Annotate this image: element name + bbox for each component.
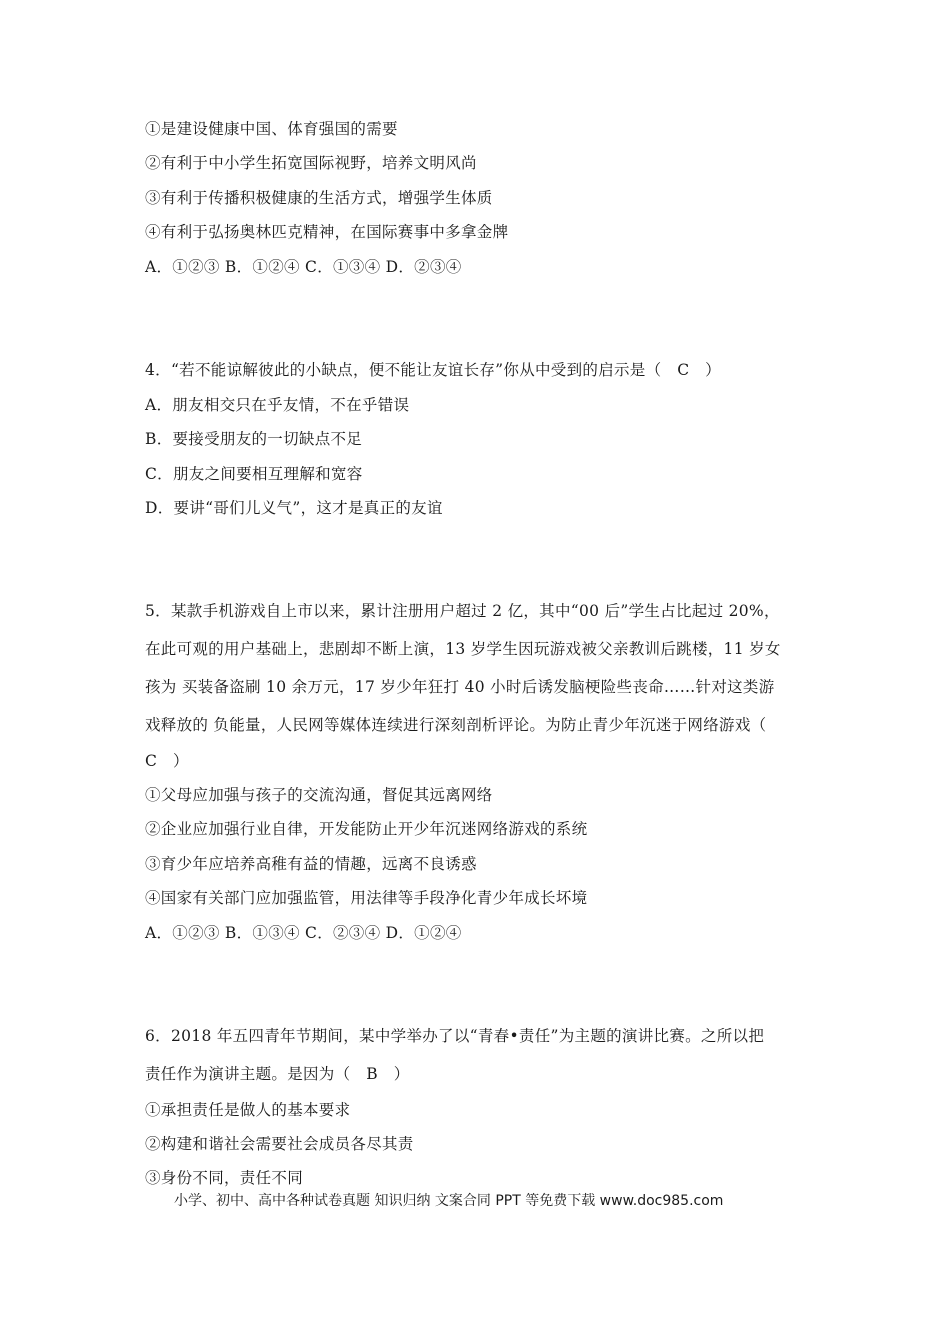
q3-option-1: ①是建设健康中国、体育强国的需要 (145, 120, 398, 138)
q3-option-2: ②有利于中小学生拓宽国际视野，培养文明风尚 (145, 154, 477, 172)
q5-option-2: ②企业应加强行业自律，开发能防止开少年沉迷网络游戏的系统 (145, 820, 588, 838)
q5-stem-line-1: 5．某款手机游戏自上市以来，累计注册用户超过 2 亿，其中“00 后”学生占比起过 20%， (145, 602, 780, 620)
page-footer: 小学、初中、高中各种试卷真题 知识归纳 文案合同 PPT 等免费下载 www.doc985.com (174, 1193, 724, 1209)
q5-option-1: ①父母应加强与孩子的交流沟通，督促其远离网络 (145, 786, 493, 804)
q5-choices: A．①②③ B．①③④ C．②③④ D．①②④ (145, 924, 462, 942)
q5-option-4: ④国家有关部门应加强监管，用法律等手段净化青少年成长坏境 (145, 889, 588, 907)
q4-stem: 4．“若不能谅解彼此的小缺点，便不能让友谊长存”你从中受到的启示是（ C ） (145, 361, 721, 379)
q3-choices: A．①②③ B．①②④ C．①③④ D．②③④ (145, 258, 462, 276)
q4-choice-b: B．要接受朋友的一切缺点不足 (145, 430, 363, 448)
q6-stem-line-1: 6．2018 年五四青年节期间，某中学举办了以“青春•责任”为主题的演讲比赛。之所以把 (145, 1027, 765, 1045)
q5-stem-line-3: 孩为 买装备盗刷 10 余万元，17 岁少年狂打 40 小时后诱发脑梗险些丧命……针对这类游 (145, 678, 775, 696)
q4-choice-a: A．朋友相交只在乎友情，不在乎错误 (145, 396, 410, 414)
q6-option-2: ②构建和谐社会需要社会成员各尽其责 (145, 1135, 414, 1153)
q4-choice-d: D．要讲“哥们儿义气”，这才是真正的友谊 (145, 499, 443, 517)
q5-stem-line-5: C ） (145, 752, 189, 770)
q5-option-3: ③育少年应培养高稚有益的情趣，远离不良诱惑 (145, 855, 477, 873)
q6-option-3: ③身份不同，责任不同 (145, 1169, 304, 1187)
q6-stem-line-2: 责任作为演讲主题。是因为（ B ） (145, 1065, 410, 1083)
q3-option-3: ③有利于传播积极健康的生活方式，增强学生体质 (145, 189, 493, 207)
q5-stem-line-2: 在此可观的用户基础上，悲剧却不断上演，13 岁学生因玩游戏被父亲教训后跳楼，11 岁女 (145, 640, 781, 658)
q3-option-4: ④有利于弘扬奥林匹克精神，在国际赛事中多拿金牌 (145, 223, 509, 241)
q6-option-1: ①承担责任是做人的基本要求 (145, 1101, 351, 1119)
q4-choice-c: C．朋友之间要相互理解和宽容 (145, 465, 363, 483)
q5-stem-line-4: 戏释放的 负能量，人民网等媒体连续进行深刻剖析评论。为防止青少年沉迷于网络游戏（ (145, 716, 767, 734)
